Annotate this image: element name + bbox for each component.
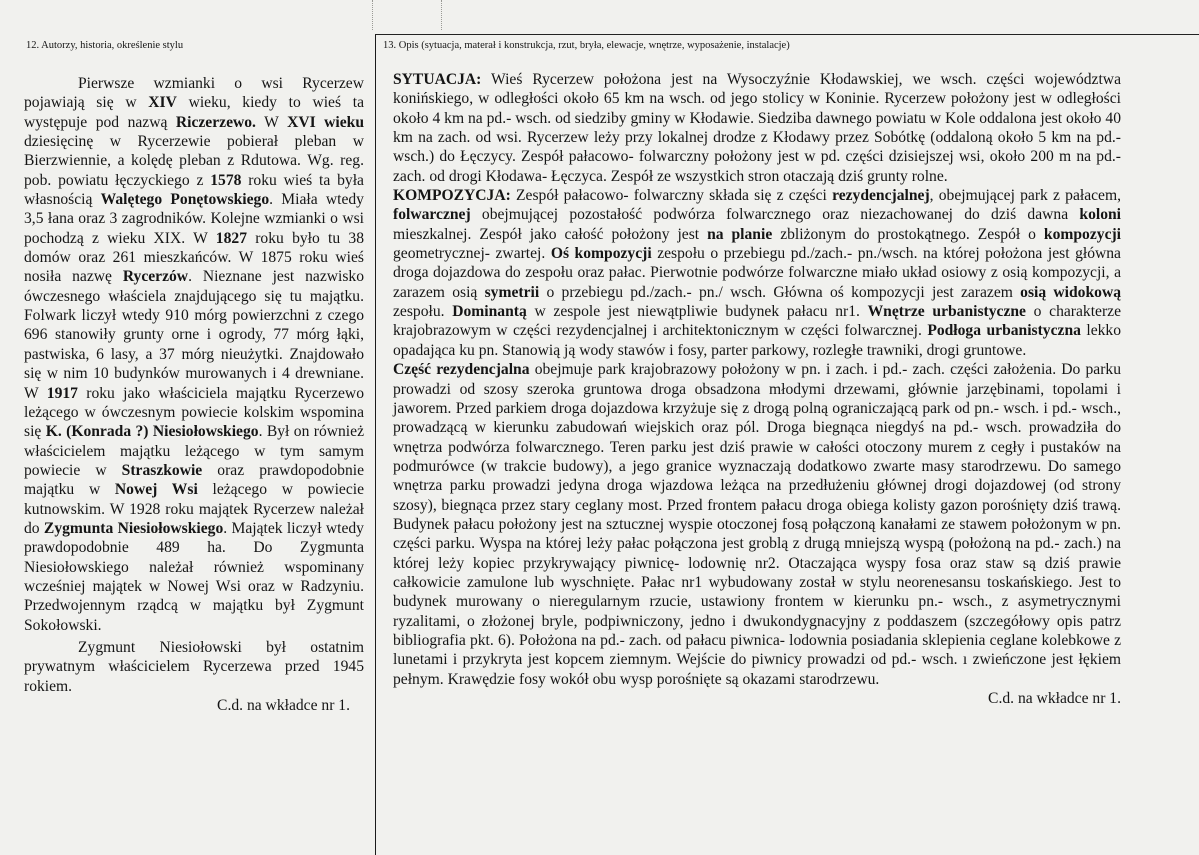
residential-part-paragraph xyxy=(393,360,1121,689)
text-run: zespołu o przebiegu pd./zach.- pn./wsch. na której położona jest główna droga dojazdowa do zespołu oraz pałac. Pierwotnie podwórze folwarczne miało układ osiowy z osią kompozycji, a zarazem osią xyxy=(393,245,1121,301)
text-run: . Majątek liczył wtedy prawdopodobnie 489 ha. Do Zygmunta Niesiołowskiego należał również wspominany wcześniej majątek w Nowej Wsi oraz w Radzyniu. Przedwojennym rządcą w majątku był Zygmunt Sokołowski. xyxy=(24,519,364,634)
text-bold: Dominantą xyxy=(452,303,527,321)
history-paragraph-2: Zygmunt Niesiołowski był ostatnim prywatnym właścicielem Rycerzewa przed 1945 rokiem. xyxy=(24,638,364,695)
text-run: oraz prawdopodobnie majątku w xyxy=(24,461,364,499)
text-run: . Nieznane jest nazwisko ówczesnego właściela znajdującego się tu majątku. Folwark liczył wtedy 910 mórg powierzchni z czego 696 stanowiły grunty orne i ogrody, 77 mórg łąki, pastwiska, 6 lasy, a 37 mórg nieużytki. Znajdowało się w nim 10 budynków murowanych i 4 drewniane. W xyxy=(24,268,364,402)
text-run: wieku, kiedy to wieś ta występuje pod nazwą xyxy=(24,94,364,131)
history-column xyxy=(24,74,364,715)
text-run: zbliżonym do prostokątnego. Zespół o xyxy=(772,225,1044,243)
section-label: KOMPOZYCJA: xyxy=(393,187,511,205)
text-run: , obejmującej park z pałacem, xyxy=(929,187,1121,205)
text-bold: 1827 xyxy=(215,229,247,247)
text-bold: Nowej Wsi xyxy=(114,481,198,499)
text-run: . Był on również właścicielem majątku leżącego w tym samym powiecie w xyxy=(24,423,364,479)
text-run: dziesięcinę w Rycerzewie pobierał pleban w Bierzwiennie, a kolędę pleban z Rdutowa. Wg. reg. pob. powiatu łęczyckiego z xyxy=(24,133,364,189)
text-bold: Podłoga urbanistyczna xyxy=(927,322,1081,340)
description-column xyxy=(393,70,1121,708)
text-run: Zespół pałacowo- folwarczny składa się z części xyxy=(510,187,833,205)
section-label: SYTUACJA: xyxy=(393,71,482,88)
composition-paragraph xyxy=(393,186,1121,360)
text-bold: folwarcznej xyxy=(393,206,471,224)
header-rule xyxy=(375,34,1199,35)
text-run: leżącego w powiecie kutnowskim. W 1928 roku majątek Rycerzew należał do xyxy=(24,481,364,537)
text-bold: koloni xyxy=(1079,206,1121,224)
text-run: roku wieś ta była własnością xyxy=(24,171,364,209)
text-bold: Oś kompozycji xyxy=(550,245,652,263)
text-run: obejmuje park krajobrazowy położony w pn. i zach. i pd.- zach. części założenia. Do parku prowadzi od szosy szeroka gruntowa droga obsadzona młodymi drzewami, głównie jarzębinami, topolami i jaworem. Przed parkiem droga dojazdowa krzyżuje się z drogą polną ograniczającą park od pn.- wsch. i pd.- wsch., prowadzącą w kierunku zabudowań wiejskich oraz pól. Droga biegnąca niegdyś na pd.- wsch. prowadziła do wnętrza podwórza folwarcznego. Teren parku jest dziś prawie w całości otoczony murem z cegły i pustaków na podmurówce (w trakcie budowy), a jego granice wyznaczają dodatkowo zwarte masy starodrzewu. Do samego wnętrza parku prowadzi jedyna droga wjazdowa leżąca na przedłużeniu głównej drogi dojazdowej (od strony szosy), biegnąca przez stary ceglany most. Przed frontem pałacu droga obiega kolisty gazon porośnięty dziś trawą. Budynek pałacu położony jest na sztucznej wyspie otoczonej fosą połączoną kanałami ze stawem położonym w pn. części parku. Wyspa na której leży pałac połączona jest groblą z drugą mniejszą wyspą (położoną na pd.- zach.) na której leży kopiec przykrywający piwnicę- lodownię nr2. Otaczająca wyspy fosa oraz staw są dziś prawie całkowicie zamulone lub wyschnięte. Pałac nr1 wybudowany został w stylu neorenesansu toskańskiego. Jest to budynek murowany o nieregularnym rzucie, ustawiony frontem w kierunku pn.- wsch., z asymetrycznymi ryzalitami, o złożonej bryle, podpiwniczony, jedno i dwukondygnacyjny z poddaszem (szczegółowy opis patrz bibliografia pkt. 6). Położona na pd.- zach. od pałacu piwnica- lodownia posiadania sklepienia ceglane kolebkowe z lunetami i przykryta jest kopcem ziemnym. Wejście do piwnicy prowadzi od pd.- wsch. ı zwieńczone jest łękiem pełnym. Krawędzie fosy wokół obu wysp porośnięte są okazami starodrzewu. xyxy=(393,361,1121,688)
text-bold: 1917 xyxy=(46,384,78,402)
text-bold: Wnętrze urbanistyczne xyxy=(867,303,1026,321)
text-bold: Zygmunta Niesiołowskiego xyxy=(43,519,224,537)
text-run: geometrycznej- zwartej. xyxy=(393,245,551,263)
text-bold: symetrii xyxy=(484,283,540,301)
text-run: o charakterze krajobrazowym w części rezydencjalnej i architektonicznym w części folwarcznej. xyxy=(393,303,1122,340)
text-bold: Straszkowie xyxy=(121,461,203,479)
text-run: zespołu. xyxy=(393,303,453,321)
continuation-note: C.d. na wkładce nr 1. xyxy=(217,697,350,714)
text-bold: osią widokową xyxy=(1020,283,1121,301)
text-run: w zespole jest niewątpliwie budynek pałacu nr1. xyxy=(526,303,868,321)
text-run: Wieś Rycerzew położona jest na Wysoczyźnie Kłodawskiej, we wsch. części województwa konińskiego, w odległości około 65 km na wsch. od jego stolicy w Koninie. Rycerzew położony jest w odległości około 4 km na pd.- wsch. od siedziby gminy w Kłodawie. Siedziba dawnego powiatu w Kole oddalona jest około 40 km na zach. od wsi. Rycerzew leży przy lokalnej drodze z Kłodawy przez Sobótkę (oddaloną około 5 km na pd.- wsch.) do Łęczycy. Zespół pałacowo- folwarczny położony jest w pd. części dzisiejszej wsi, około 200 m na pd.- zach. od drogi Kłodawa- Łęczyca. Zespół ze wszystkich stron otaczają dziś grunty rolne. xyxy=(393,71,1121,185)
section-label: Część rezydencjalna xyxy=(393,361,530,379)
text-run: obejmującej pozostałość podwórza folwarcznego oraz niezachowanej do dziś dawna xyxy=(470,206,1080,224)
text-bold: Riczerzewo. xyxy=(175,113,256,131)
history-paragraph xyxy=(24,74,364,635)
text-run: . Miała wtedy 3,5 łana oraz 3 zagrodników. Kolejne wzmianki o wsi pochodzą z wieku XIX. W xyxy=(24,191,364,247)
text-bold: XIV xyxy=(148,94,177,112)
text-bold: K. (Konrada ?) Niesiołowskiego xyxy=(45,423,259,441)
text-bold: Rycerzów xyxy=(122,268,189,286)
text-bold: Walętego Ponętowskiego xyxy=(100,191,270,209)
fold-mark xyxy=(372,0,373,30)
text-run: roku jako właściciela majątku Rycerzewo leżącego w ówczesnym powiecie kolskim wspomina się xyxy=(24,384,364,441)
text-bold: XVI wieku xyxy=(287,113,364,131)
text-bold: rezydencjalnej xyxy=(832,187,930,205)
continuation-note: C.d. na wkładce nr 1. xyxy=(988,690,1121,707)
section-13-header: 13. Opis (sytuacja, materał i konstrukcja, rzut, bryła, elewacje, wnętrze, wyposażenie, instalacje) xyxy=(383,40,790,51)
section-12-header: 12. Autorzy, historia, określenie stylu xyxy=(26,40,184,51)
text-run: lekko opadająca ku pn. Stanowią ją wody stawów i fosy, parter parkowy, rozległe trawniki, drogi gruntowe. xyxy=(393,322,1122,359)
situation-paragraph xyxy=(393,70,1121,186)
text-run: W xyxy=(255,113,288,131)
fold-mark xyxy=(441,0,442,30)
text-bold: kompozycji xyxy=(1043,225,1122,243)
text-bold: na planie xyxy=(707,225,773,243)
text-run: mieszkalnej. Zespół jako całość położony jest xyxy=(393,225,708,243)
text-run: roku było tu 38 domów oraz 261 mieszkańców. W 1875 roku wieś nosiła nazwę xyxy=(24,229,365,286)
column-divider xyxy=(375,34,376,855)
text-bold: 1578 xyxy=(210,171,242,189)
text-run: o przebiegu pd./zach.- pn./ wsch. Główna oś kompozycji jest zarazem xyxy=(539,283,1021,301)
text-run: Pierwsze wzmianki o wsi Rycerzew pojawiają się w xyxy=(24,75,364,112)
